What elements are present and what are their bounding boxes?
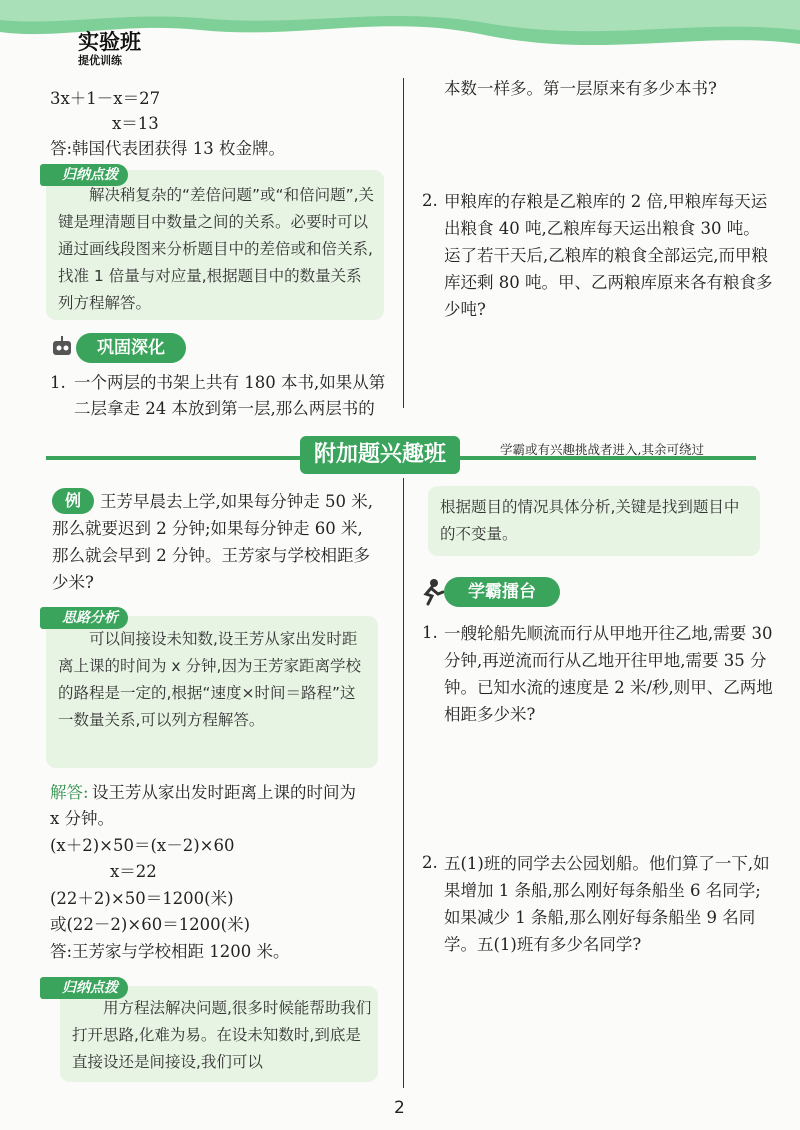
solution-answer: 答:王芳家与学校相距 1200 米。 bbox=[50, 942, 290, 961]
equation-line-2: x＝13 bbox=[112, 114, 159, 133]
question-2-number: 2. bbox=[422, 191, 438, 210]
question-1-line-2: 二层拿走 24 本放到第一层,那么两层书的 bbox=[74, 399, 375, 418]
summary-tip-text-bottom: 用方程法解决问题,很多时候能帮助我们打开思路,化难为易。在设未知数时,到底是直接设还是间接设,我们可以 bbox=[72, 999, 372, 1071]
page-number: 2 bbox=[394, 1098, 405, 1118]
challenge-1-number: 1. bbox=[422, 623, 438, 642]
robot-icon bbox=[50, 336, 76, 358]
solution-label: 解答: bbox=[50, 783, 89, 802]
runner-icon bbox=[418, 578, 446, 606]
summary-tip-text-top: 解决稍复杂的“差倍问题”或“和倍问题”,关键是理清题目中数量之间的关系。必要时可以通过画线段图来分析题目中的差倍或和倍关系,找准 1 倍量与对应量,根据题目中的数量关系列方程解答。 bbox=[58, 186, 375, 312]
answer-line: 答:韩国代表团获得 13 枚金牌。 bbox=[50, 139, 286, 158]
example-badge: 例 bbox=[52, 488, 94, 514]
column-divider-top bbox=[403, 78, 404, 408]
challenge-2-text: 五(1)班的同学去公园划船。他们算了一下,如果增加 1 条船,那么刚好每条船坐 6 名同学;如果减少 1 条船,那么刚好每条船坐 9 名同学。五(1)班有多少名同学? bbox=[444, 854, 770, 954]
solution-text-2: x 分钟。 bbox=[50, 809, 115, 828]
equation-line-1: 3x＋1－x＝27 bbox=[50, 89, 161, 108]
question-1-line-1: 一个两层的书架上共有 180 本书,如果从第 bbox=[74, 373, 386, 392]
challenge-1-text: 一艘轮船先顺流而行从甲地开往乙地,需要 30 分钟,再逆流而行从乙地开往甲地,需要 35 分钟。已知水流的速度是 2 米/秒,则甲、乙两地相距多少米? bbox=[444, 624, 773, 724]
banner-note: 学霸或有兴趣挑战者进入,其余可绕过 bbox=[500, 442, 704, 457]
header-subtitle: 提优训练 bbox=[78, 54, 122, 67]
header-title: 实验班 bbox=[78, 30, 141, 54]
question-1-number: 1. bbox=[50, 373, 66, 392]
banner-title: 附加题兴趣班 bbox=[300, 436, 460, 474]
solution-step-2: x＝22 bbox=[110, 862, 157, 881]
question-2-text: 甲粮库的存粮是乙粮库的 2 倍,甲粮库每天运出粮食 40 吨,乙粮库每天运出粮食 30 吨。运了若干天后,乙粮库的粮食全部运完,而甲粮库还剩 80 吨。甲、乙两粮库原来各有粮食多少吨? bbox=[444, 192, 773, 319]
section-title-champion: 学霸擂台 bbox=[444, 577, 560, 607]
analysis-label: 思路分析 bbox=[40, 607, 128, 629]
column-divider-bottom bbox=[403, 478, 404, 1088]
challenge-2-number: 2. bbox=[422, 853, 438, 872]
section-title-consolidate: 巩固深化 bbox=[76, 333, 186, 363]
summary-tip-text-continued: 根据题目的情况具体分析,关键是找到题目中的不变量。 bbox=[440, 498, 740, 543]
solution-step-4: 或(22－2)×60＝1200(米) bbox=[50, 915, 251, 934]
summary-tip-label-top: 归纳点拨 bbox=[40, 164, 128, 186]
summary-tip-label-bottom: 归纳点拨 bbox=[40, 977, 128, 999]
solution-text: 设王芳从家出发时距离上课的时间为 bbox=[92, 783, 356, 802]
example-text: 王芳早晨去上学,如果每分钟走 50 米,那么就要迟到 2 分钟;如果每分钟走 60 米,那么就会早到 2 分钟。王芳家与学校相距多少米? bbox=[52, 492, 373, 592]
question-1-continued: 本数一样多。第一层原来有多少本书? bbox=[444, 79, 717, 98]
solution-step-3: (22＋2)×50＝1200(米) bbox=[50, 889, 234, 908]
solution-step-1: (x＋2)×50＝(x－2)×60 bbox=[50, 836, 235, 855]
analysis-text: 可以间接设未知数,设王芳从家出发时距离上课的时间为 x 分钟,因为王芳家距离学校的路程是一定的,根据“速度×时间＝路程”这一数量关系,可以列方程解答。 bbox=[58, 630, 361, 729]
